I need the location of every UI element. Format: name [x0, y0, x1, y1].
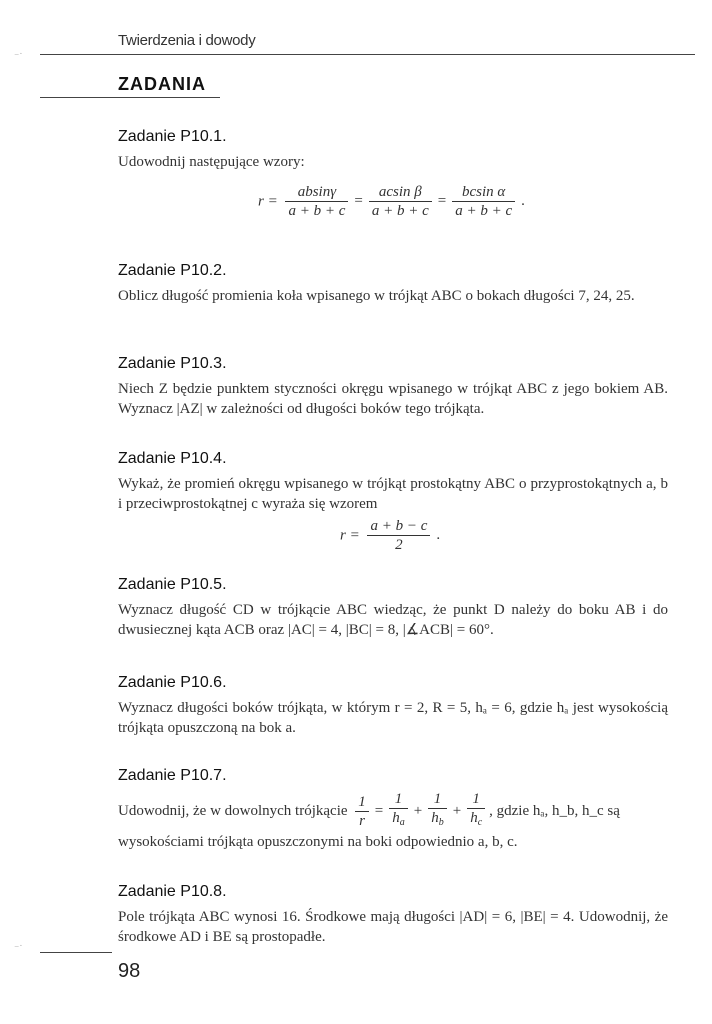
task-text: Wyznacz długość CD w trójkącie ABC wiedząc, że punkt D należy do boku AB i do dwusiecznej kąta ACB oraz |AC| = 4, |BC| = 8, |∡ACB| = 60°.: [118, 602, 668, 638]
task-p10-6: [118, 674, 668, 738]
task-title: Zadanie P10.1.: [118, 128, 227, 145]
footer-rule: [40, 952, 112, 953]
task-title: Zadanie P10.5.: [118, 576, 227, 593]
formula-fraction: $\frac{\text{acsin β}}{a + b + c}$: [369, 184, 432, 220]
formula-p10-1: r = $\frac{absin\gamma}{a + b + c}$ = $\frac{\text{acsin β}}{a + b + c}$ = $\frac{\text{bcsin α}}{a + b + c}$ .: [258, 184, 525, 219]
task-p10-8: [118, 883, 668, 947]
task-title: Zadanie P10.3.: [118, 355, 227, 372]
task-text: Wykaż, że promień okręgu wpisanego w trójkąt prostokątny ABC o przyprostokątnych a, b i przeciwprostokątnej c wyraża się wzorem: [118, 476, 668, 512]
task-p10-5: [118, 576, 668, 640]
formula-lhs: r =: [340, 527, 360, 544]
formula-p10-4: r = $\frac{a + b - c}{2}$ .: [340, 518, 441, 553]
section-title: ZADANIA: [118, 74, 206, 94]
task-text: Pole trójkąta ABC wynosi 16. Środkowe mają długości |AD| = 6, |BE| = 4. Udowodnij, że środkowe AD i BE są prostopadłe.: [118, 909, 668, 945]
section-rule: [40, 97, 220, 98]
task-title: Zadanie P10.2.: [118, 262, 227, 279]
task-p10-2: [118, 262, 668, 306]
formula-p10-7: $\frac{1}{r}$ = $\frac{1}{h_a}$ + $\frac{1}{h_b}$ + $\frac{1}{h_c}$: [351, 803, 489, 819]
task-p10-1: [118, 128, 668, 172]
formula-fraction: $\frac{absin\gamma}{a + b + c}$: [285, 184, 348, 220]
task-text-line-1: [118, 791, 668, 832]
task-p10-7: [118, 767, 668, 852]
task-title: Zadanie P10.8.: [118, 883, 227, 900]
task-p10-4: [118, 450, 668, 514]
task-text-line-2: wysokościami trójkąta opuszczonymi na boki odpowiednio a, b, c.: [118, 834, 518, 850]
page-number: 98: [118, 960, 141, 982]
task-p10-3: [118, 355, 668, 419]
task-text: Udowodnij następujące wzory:: [118, 154, 305, 170]
task-text-before: Udowodnij, że w dowolnych trójkącie: [118, 802, 348, 819]
task-text: Oblicz długość promienia koła wpisanego w trójkąt ABC o bokach długości 7, 24, 25.: [118, 288, 635, 304]
formula-lhs: r =: [258, 193, 278, 210]
scan-mark: ⁻˙: [14, 52, 23, 63]
formula-fraction: $\frac{a + b - c}{2}$: [367, 518, 430, 554]
header-rule: [40, 54, 695, 55]
task-title: Zadanie P10.6.: [118, 674, 227, 691]
running-head: Twierdzenia i dowody: [118, 32, 256, 49]
task-title: Zadanie P10.4.: [118, 450, 227, 467]
formula-fraction: $\frac{\text{bcsin α}}{a + b + c}$: [452, 184, 515, 220]
task-text: Wyznacz długości boków trójkąta, w którym r = 2, R = 5, hₐ = 6, gdzie hₐ jest wysokością trójkąta opuszczoną na bok a.: [118, 700, 668, 736]
task-text: Niech Z będzie punktem styczności okręgu wpisanego w trójkąt ABC z jego bokiem AB. Wyznacz |AZ| w zależności od długości boków tego trójkąta.: [118, 381, 668, 417]
scan-mark: ⁻˙: [14, 944, 23, 955]
task-title: Zadanie P10.7.: [118, 767, 227, 784]
task-text-after: , gdzie hₐ, h_b, h_c są: [489, 802, 620, 819]
